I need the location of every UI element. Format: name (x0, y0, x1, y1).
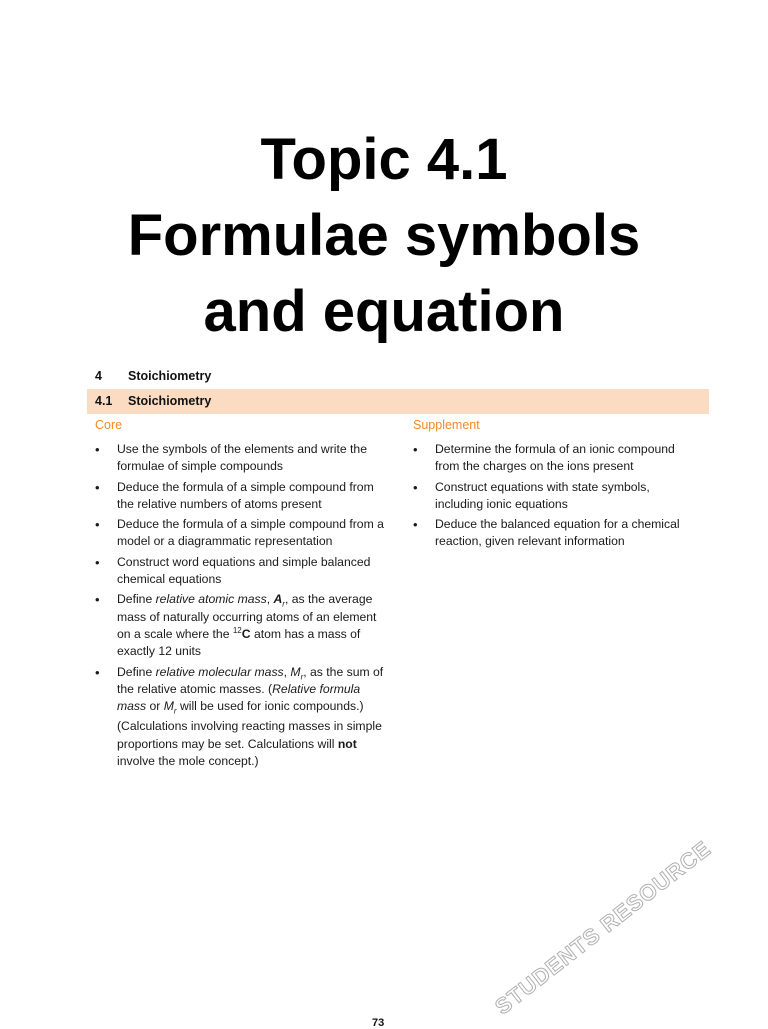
title-line-2: Formulae symbols (127, 203, 641, 268)
subsection-number: 4.1 (95, 394, 113, 408)
core-item-relative-atomic-mass: • Define relative atomic mass, $A_r$, as the average mass of naturally occurring atoms of an element on a scale where the $^{12}$C atom has a mass of exactly 12 units (95, 591, 390, 660)
core-heading: Core (95, 418, 123, 432)
core-item: • Construct word equations and simple balanced chemical equations (95, 554, 390, 589)
core-note: (Calculations involving reacting masses in simple proportions may be set. Calculations will not involve the mole concept.) (117, 719, 382, 769)
core-list (95, 441, 390, 715)
core-item: • Deduce the formula of a simple compound from a model or a diagrammatic representation (95, 516, 390, 551)
supplement-column (413, 441, 688, 554)
core-item: • Use the symbols of the elements and write the formulae of simple compounds (95, 441, 390, 476)
section-name: Stoichiometry (128, 369, 212, 383)
supplement-item: • Determine the formula of an ionic compound from the charges on the ions present (413, 441, 688, 476)
supplement-list (413, 441, 688, 551)
supplement-item: • Construct equations with state symbols, including ionic equations (413, 479, 688, 514)
core-item: • Deduce the formula of a simple compound from the relative numbers of atoms present (95, 479, 390, 514)
watermark: STUDENTS RESOURCE (490, 835, 716, 1020)
section-heading (95, 369, 211, 383)
page-number: 73 (372, 1017, 385, 1029)
supplement-heading: Supplement (413, 418, 480, 432)
subsection-heading (95, 394, 211, 408)
section-number: 4 (95, 369, 102, 383)
supplement-item: • Deduce the balanced equation for a chemical reaction, given relevant information (413, 516, 688, 551)
core-item-relative-molecular-mass: • Define relative molecular mass, $M_r$, as the sum of the relative atomic masses. (Relative formula mass or $M_r$ will be used for ionic compounds.) (95, 664, 390, 716)
core-column (95, 441, 390, 770)
title-line-1: Topic 4.1 (260, 127, 508, 192)
title-line-3: and equation (203, 279, 565, 344)
subsection-name: Stoichiometry (128, 394, 212, 408)
page-title (0, 122, 768, 350)
